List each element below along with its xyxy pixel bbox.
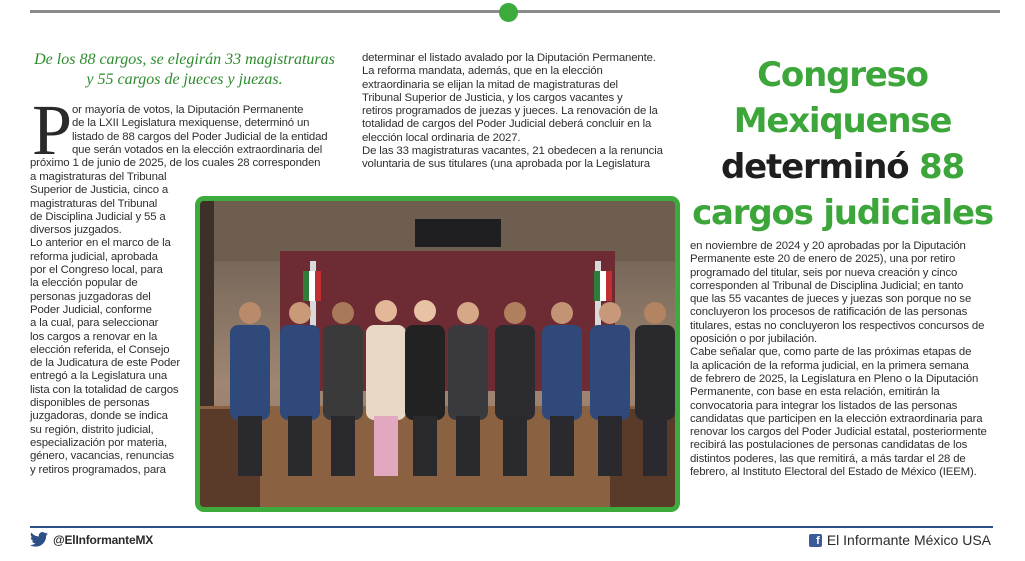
text-line: en noviembre de 2024 y 20 aprobadas por la Diputación — [690, 240, 966, 252]
headline-line-1: Congreso — [757, 55, 928, 95]
text-line: distintos poderes, las que remitirá, a más tardar el 28 de — [690, 452, 966, 465]
text-line: elección local ordinaria de 2027. — [362, 131, 521, 144]
text-line: que las 55 vacantes de jueces y juezas son porque no se — [690, 293, 972, 306]
text-line: concluyeron los procesos de ratificación de las personas — [690, 306, 968, 319]
text-line: convocatoria para integrar los listados de las personas — [690, 399, 958, 412]
article-column-2 — [362, 52, 680, 172]
person-body — [405, 325, 445, 420]
facebook-credit[interactable] — [809, 532, 991, 548]
text-line: Lo anterior en el marco de la — [30, 237, 171, 250]
text-line: or mayoría de votos, la Diputación Permanente — [72, 104, 304, 116]
article-column-3 — [690, 240, 1005, 479]
text-line: juzgadoras, donde se indica — [30, 410, 168, 423]
text-line: género, vacancias, renuncias — [30, 450, 174, 463]
headline-line-4: cargos judiciales — [692, 193, 993, 233]
top-divider-dot — [499, 3, 518, 22]
person-legs — [331, 416, 355, 476]
person-body — [542, 325, 582, 420]
text-line: los cargos a renovar en la — [30, 330, 158, 343]
text-line: a magistraturas del Tribunal — [30, 171, 167, 183]
subheading: De los 88 cargos, se elegirán 33 magistraturas y 55 cargos de jueces y juezas. — [34, 51, 335, 88]
group-photo — [195, 196, 680, 512]
person-legs — [413, 416, 437, 476]
text-line: programado del titular, seis por nueva creación y cinco — [690, 266, 958, 279]
group-photo-illustration — [200, 201, 675, 507]
person-legs — [374, 416, 398, 476]
text-line: que serán votados en la elección extraordinaria del — [72, 143, 323, 156]
person-body — [323, 325, 363, 420]
text-line: magistraturas del Tribunal — [30, 197, 158, 210]
person-head — [414, 300, 436, 322]
person-body — [448, 325, 488, 420]
person-head — [457, 302, 479, 324]
text-line: y retiros programados, para — [30, 463, 166, 476]
twitter-handle: @ElInformanteMX — [53, 532, 154, 547]
text-line: La reforma mandata, además, que en la elección — [362, 65, 603, 78]
person-legs — [238, 416, 262, 476]
text-line: voluntaria de sus titulares (una aprobada por la Legislatura — [362, 158, 650, 171]
headline-line-3b: 88 — [919, 147, 964, 187]
text-line: recibirá las postulaciones de personas candidatas de los — [690, 439, 968, 452]
article-column-1-body — [30, 171, 190, 477]
person-head — [375, 300, 397, 322]
text-line: candidatas que participen en la elección extraordinaria para — [690, 412, 983, 425]
text-line: De las 33 magistraturas vacantes, 21 obedecen a la renuncia — [362, 145, 663, 158]
facebook-page-name: El Informante México USA — [826, 532, 991, 548]
text-line: Permanente, con base en esta relación, emitirán la — [690, 386, 940, 399]
text-line: personas juzgadoras del — [30, 290, 151, 303]
text-line: entregó a la Legislatura una — [30, 370, 168, 383]
text-line: reforma judicial, aprobada — [30, 250, 158, 263]
headline — [690, 52, 995, 236]
text-line: Poder Judicial, conforme — [30, 303, 152, 316]
bottom-divider — [30, 526, 993, 528]
text-line: lista con la totalidad de cargos — [30, 383, 179, 396]
person-body — [495, 325, 535, 420]
text-line: de la LXII Legislatura mexiquense, determinó un — [72, 117, 310, 130]
text-line: Cabe señalar que, como parte de las próximas etapas de — [690, 346, 972, 359]
text-line: renovar los cargos del Poder Judicial estatal, posteriormente — [690, 426, 987, 439]
text-line: por el Congreso local, para — [30, 264, 163, 277]
text-line: disponibles de personas — [30, 397, 150, 410]
text-line: Tribunal Superior de Justicia, y los cargos vacantes y — [362, 91, 623, 104]
person-body — [366, 325, 406, 420]
article-column-1-intro — [72, 104, 337, 157]
text-line: diversos juzgados. — [30, 224, 122, 237]
twitter-credit[interactable] — [30, 532, 153, 547]
person-legs — [643, 416, 667, 476]
text-line: totalidad de cargos del Poder Judicial deberá concluir en la — [362, 118, 652, 131]
text-line: elección referida, el Consejo — [30, 343, 170, 356]
person-body — [590, 325, 630, 420]
text-line: de Disciplina Judicial y 55 a — [30, 210, 166, 223]
text-line: a la cual, para seleccionar — [30, 317, 159, 330]
person-legs — [456, 416, 480, 476]
twitter-bird-icon — [30, 532, 48, 547]
person-body — [280, 325, 320, 420]
person-legs — [288, 416, 312, 476]
person-head — [644, 302, 666, 324]
text-line: de febrero de 2025, la Legislatura en Pleno o la Diputación — [690, 372, 979, 385]
headline-line-3a: determinó — [721, 147, 909, 187]
text-line: oposición o por jubilación. — [690, 333, 818, 346]
headline-line-2: Mexiquense — [733, 101, 952, 141]
text-line: febrero, al Instituto Electoral del Estado de México (IEEM). — [690, 466, 977, 479]
person-body — [230, 325, 270, 420]
text-line: especialización por materia, — [30, 436, 167, 449]
text-line: de la Judicatura de este Poder — [30, 357, 181, 370]
article-column-1-fullline — [30, 157, 340, 170]
text-line: Superior de Justicia, cinco a — [30, 184, 169, 197]
person-head — [239, 302, 261, 324]
person-head — [504, 302, 526, 324]
person-legs — [598, 416, 622, 476]
person-head — [599, 302, 621, 324]
drop-cap: P — [32, 90, 73, 170]
text-line: listado de 88 cargos del Poder Judicial de la entidad — [72, 130, 328, 143]
text-line: extraordinaria se elijan la mitad de magistraturas del — [362, 78, 618, 91]
text-line: determinar el listado avalado por la Diputación Permanente. — [362, 52, 656, 64]
text-line: corresponden al Tribunal de Disciplina Judicial; en tanto — [690, 279, 964, 292]
text-line: la elección popular de — [30, 277, 138, 290]
person-body — [635, 325, 675, 420]
person-legs — [550, 416, 574, 476]
text-line: su región, distrito judicial, — [30, 423, 154, 436]
facebook-icon: f — [809, 534, 822, 547]
text-line: Permanente este 20 de enero de 2025), una por retiro — [690, 253, 956, 266]
person-head — [332, 302, 354, 324]
text-line: la aplicación de la reforma judicial, en la primera semana — [690, 359, 969, 372]
text-line: próximo 1 de junio de 2025, de los cuales 28 corresponden — [30, 157, 321, 169]
person-head — [551, 302, 573, 324]
text-line: retiros programados de juezas y jueces. La renovación de la — [362, 105, 658, 118]
text-line: titulares, estas no concluyeron los respectivos concursos de — [690, 319, 985, 332]
person-head — [289, 302, 311, 324]
person-legs — [503, 416, 527, 476]
